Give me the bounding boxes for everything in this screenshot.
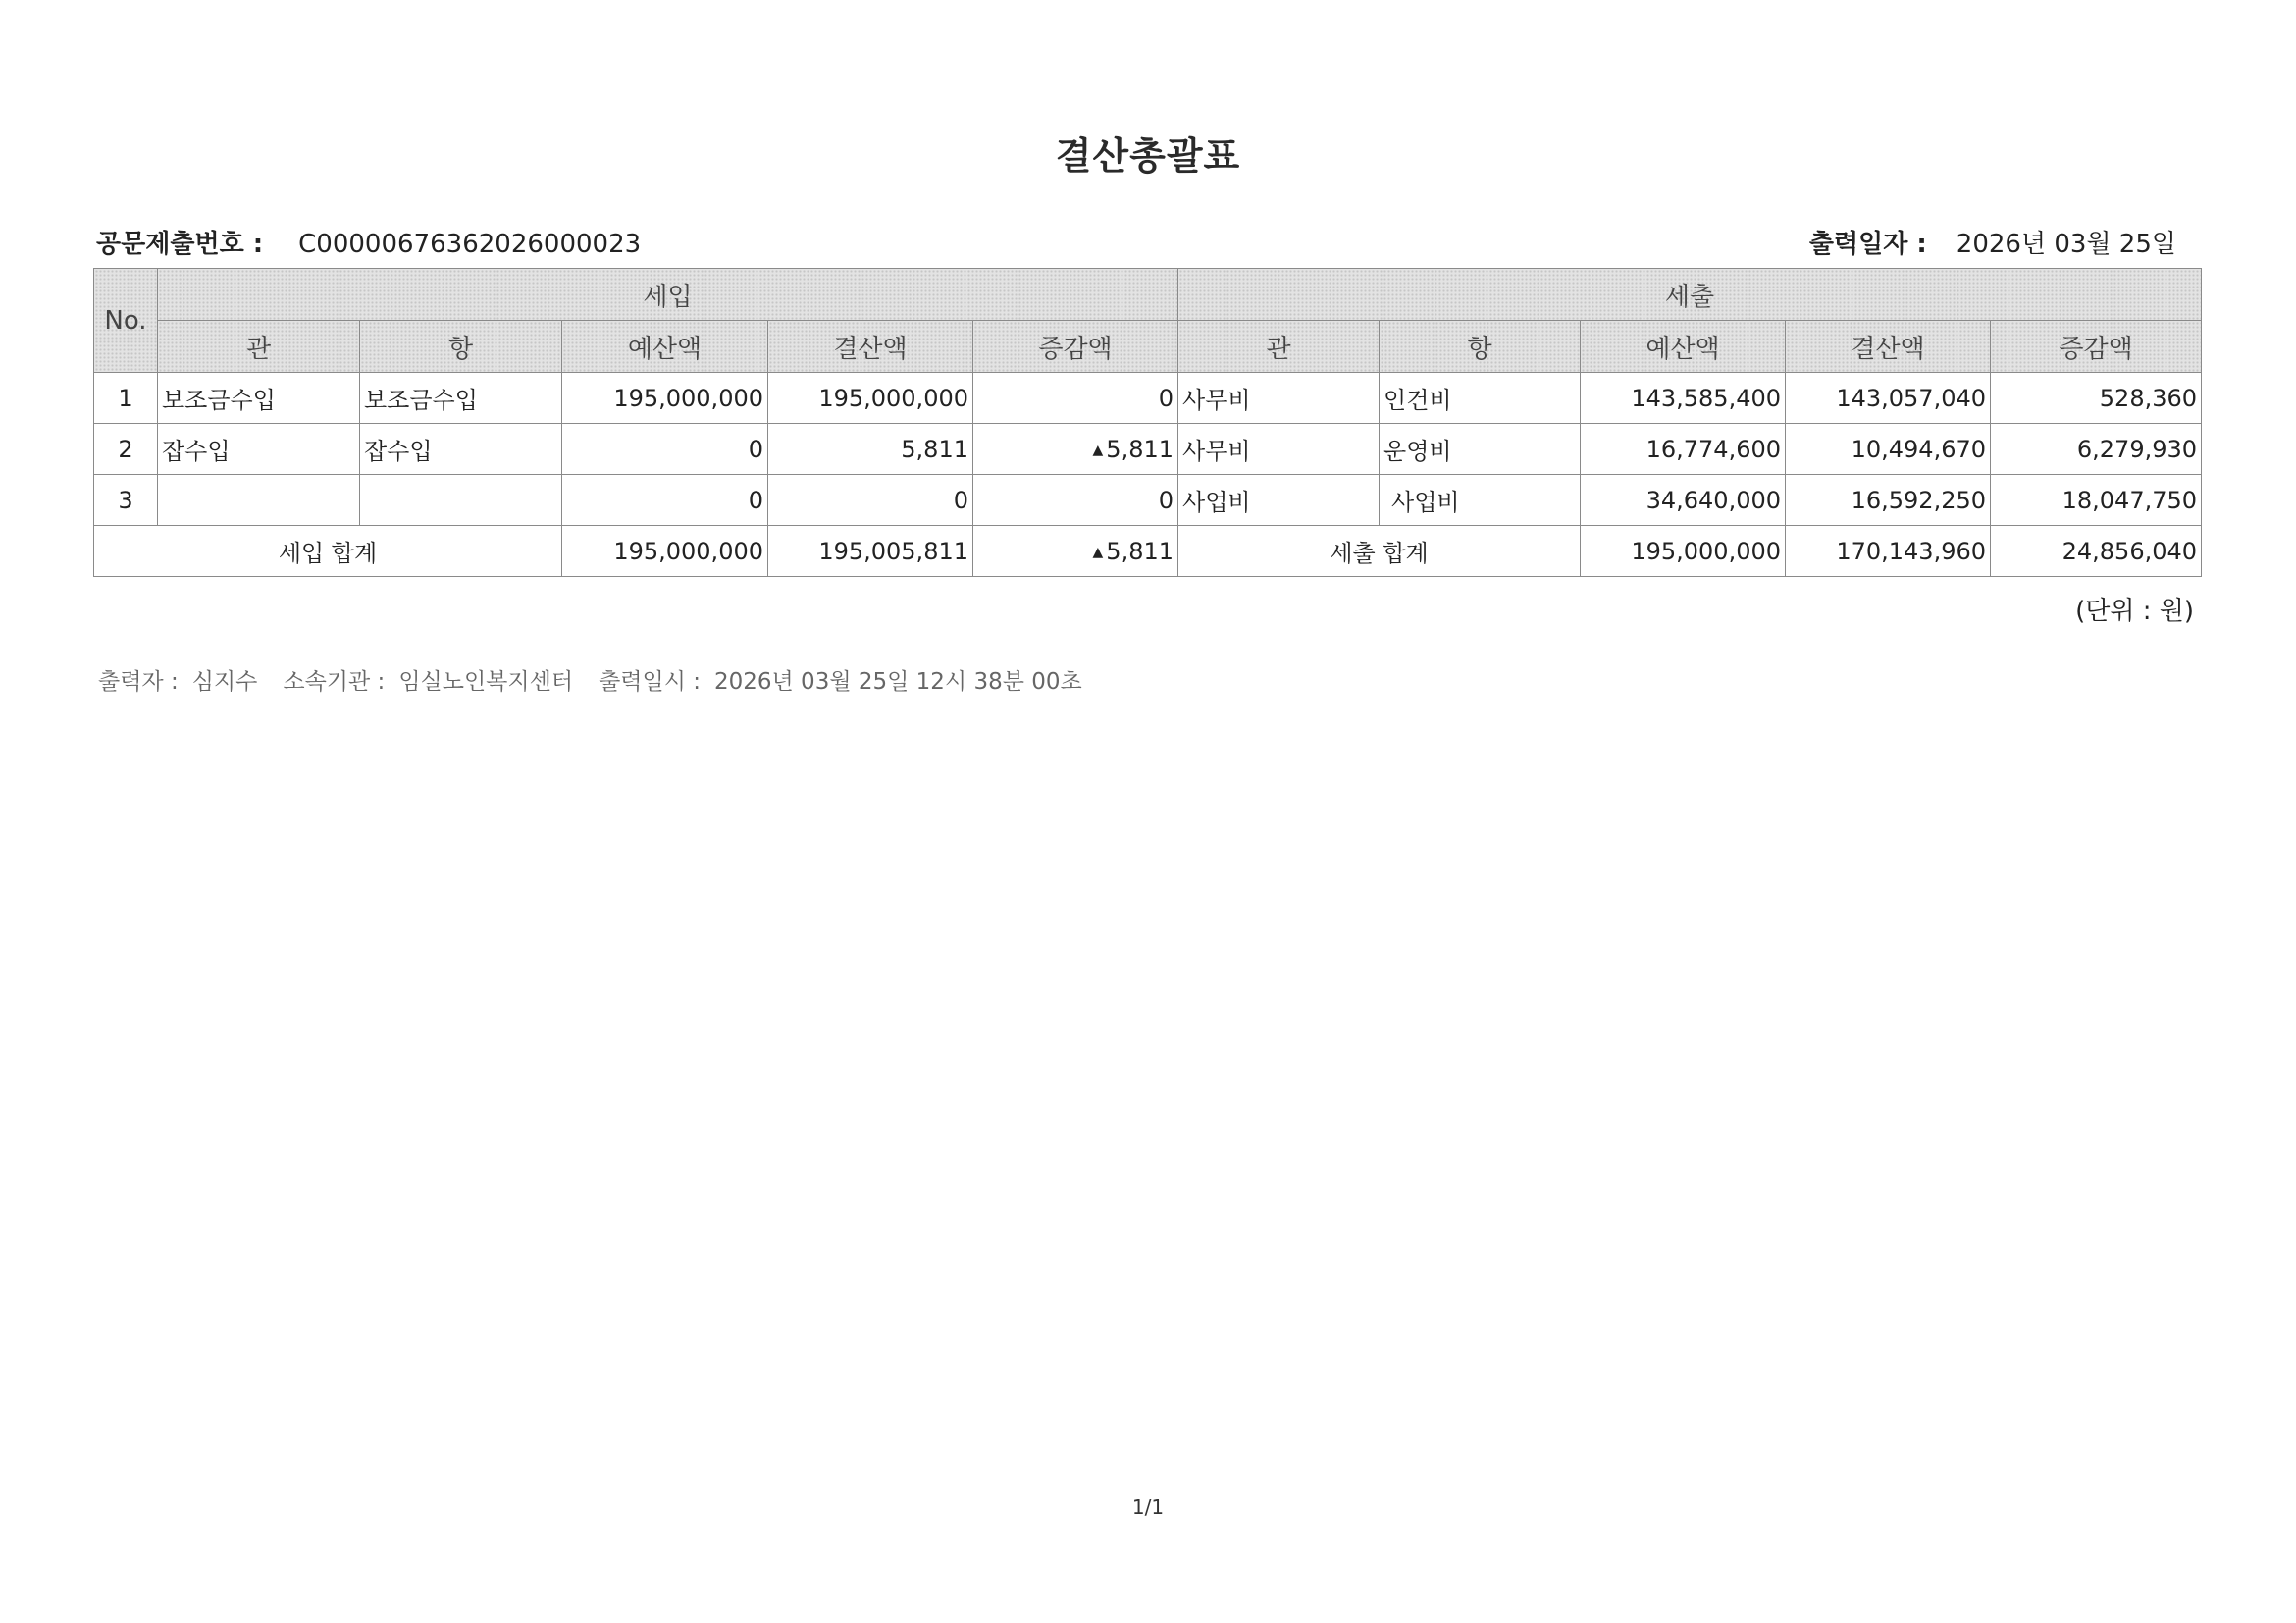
expense-hang: 운영비 [1380, 424, 1581, 475]
increase-triangle-icon: ▲ [1092, 442, 1104, 458]
income-change [973, 475, 1178, 526]
expense-budget-header: 예산액 [1581, 321, 1786, 373]
income-settlement-header: 결산액 [768, 321, 973, 373]
income-change [973, 424, 1178, 475]
expense-hang-header: 항 [1380, 321, 1581, 373]
expense-budget: 34,640,000 [1581, 475, 1786, 526]
income-settlement: 195,000,000 [768, 373, 973, 424]
expense-total-label: 세출 합계 [1178, 526, 1581, 577]
page-number: 1/1 [1131, 1495, 1165, 1519]
print-time-label: 출력일시 : [599, 669, 701, 695]
income-change-value: 5,811 [1106, 435, 1174, 463]
row-number: 2 [94, 424, 158, 475]
row-number: 1 [94, 373, 158, 424]
print-date [1809, 224, 2176, 260]
income-hang-header: 항 [360, 321, 562, 373]
document-number [96, 224, 641, 260]
income-settlement: 5,811 [768, 424, 973, 475]
expense-gwan: 사업비 [1178, 475, 1380, 526]
income-settlement: 0 [768, 475, 973, 526]
expense-total-change: 24,856,040 [1991, 526, 2202, 577]
income-hang [360, 475, 562, 526]
income-change-header: 증감액 [973, 321, 1178, 373]
expense-change-header: 증감액 [1991, 321, 2202, 373]
income-hang: 보조금수입 [360, 373, 562, 424]
printer-name: 심지수 [191, 669, 258, 695]
income-total-change [973, 526, 1178, 577]
expense-budget: 143,585,400 [1581, 373, 1786, 424]
expense-hang: 인건비 [1380, 373, 1581, 424]
settlement-summary-table [93, 268, 2202, 577]
income-budget-header: 예산액 [562, 321, 768, 373]
expense-gwan: 사무비 [1178, 373, 1380, 424]
expense-gwan: 사무비 [1178, 424, 1380, 475]
income-gwan-header: 관 [158, 321, 360, 373]
income-total-settlement: 195,005,811 [768, 526, 973, 577]
expense-change: 528,360 [1991, 373, 2202, 424]
table-row [94, 373, 2202, 424]
print-date-label: 출력일자 : [1808, 230, 1927, 259]
expense-budget: 16,774,600 [1581, 424, 1786, 475]
unit-note: (단위 : 원) [2075, 597, 2194, 626]
table-row [94, 475, 2202, 526]
income-gwan: 보조금수입 [158, 373, 360, 424]
table-row [94, 424, 2202, 475]
expense-change: 6,279,930 [1991, 424, 2202, 475]
income-change-value: 0 [1158, 384, 1174, 412]
page-title: 결산총괄표 [1055, 134, 1241, 178]
expense-settlement: 10,494,670 [1786, 424, 1991, 475]
income-hang: 잡수입 [360, 424, 562, 475]
expense-settlement: 16,592,250 [1786, 475, 1991, 526]
expense-gwan-header: 관 [1178, 321, 1380, 373]
print-footer [98, 663, 1096, 696]
expense-settlement: 143,057,040 [1786, 373, 1991, 424]
expense-hang: 사업비 [1380, 475, 1581, 526]
document-number-value: C00000676362026000023 [298, 230, 642, 259]
income-change [973, 373, 1178, 424]
expense-settlement-header: 결산액 [1786, 321, 1991, 373]
table-header-row [94, 269, 2202, 321]
expense-total-settlement: 170,143,960 [1786, 526, 1991, 577]
print-time-value: 2026년 03월 25일 12시 38분 00초 [714, 669, 1082, 695]
income-gwan [158, 475, 360, 526]
print-date-value: 2026년 03월 25일 [1956, 230, 2176, 259]
expense-total-budget: 195,000,000 [1581, 526, 1786, 577]
org-name: 임실노인복지센터 [398, 669, 574, 695]
income-change-value: 0 [1158, 486, 1174, 514]
income-header: 세입 [158, 269, 1178, 321]
row-number: 3 [94, 475, 158, 526]
expense-header: 세출 [1178, 269, 2202, 321]
income-budget: 0 [562, 424, 768, 475]
income-budget: 195,000,000 [562, 373, 768, 424]
no-header: No. [94, 269, 158, 373]
income-total-label: 세입 합계 [94, 526, 562, 577]
income-gwan: 잡수입 [158, 424, 360, 475]
income-budget: 0 [562, 475, 768, 526]
totals-row [94, 526, 2202, 577]
org-label: 소속기관 : [283, 669, 386, 695]
expense-change: 18,047,750 [1991, 475, 2202, 526]
table-subheader-row [94, 321, 2202, 373]
printer-label: 출력자 : [98, 669, 179, 695]
income-total-budget: 195,000,000 [562, 526, 768, 577]
income-total-change-value: 5,811 [1106, 537, 1174, 565]
increase-triangle-icon: ▲ [1092, 544, 1104, 560]
document-number-label: 공문제출번호 : [96, 230, 264, 259]
